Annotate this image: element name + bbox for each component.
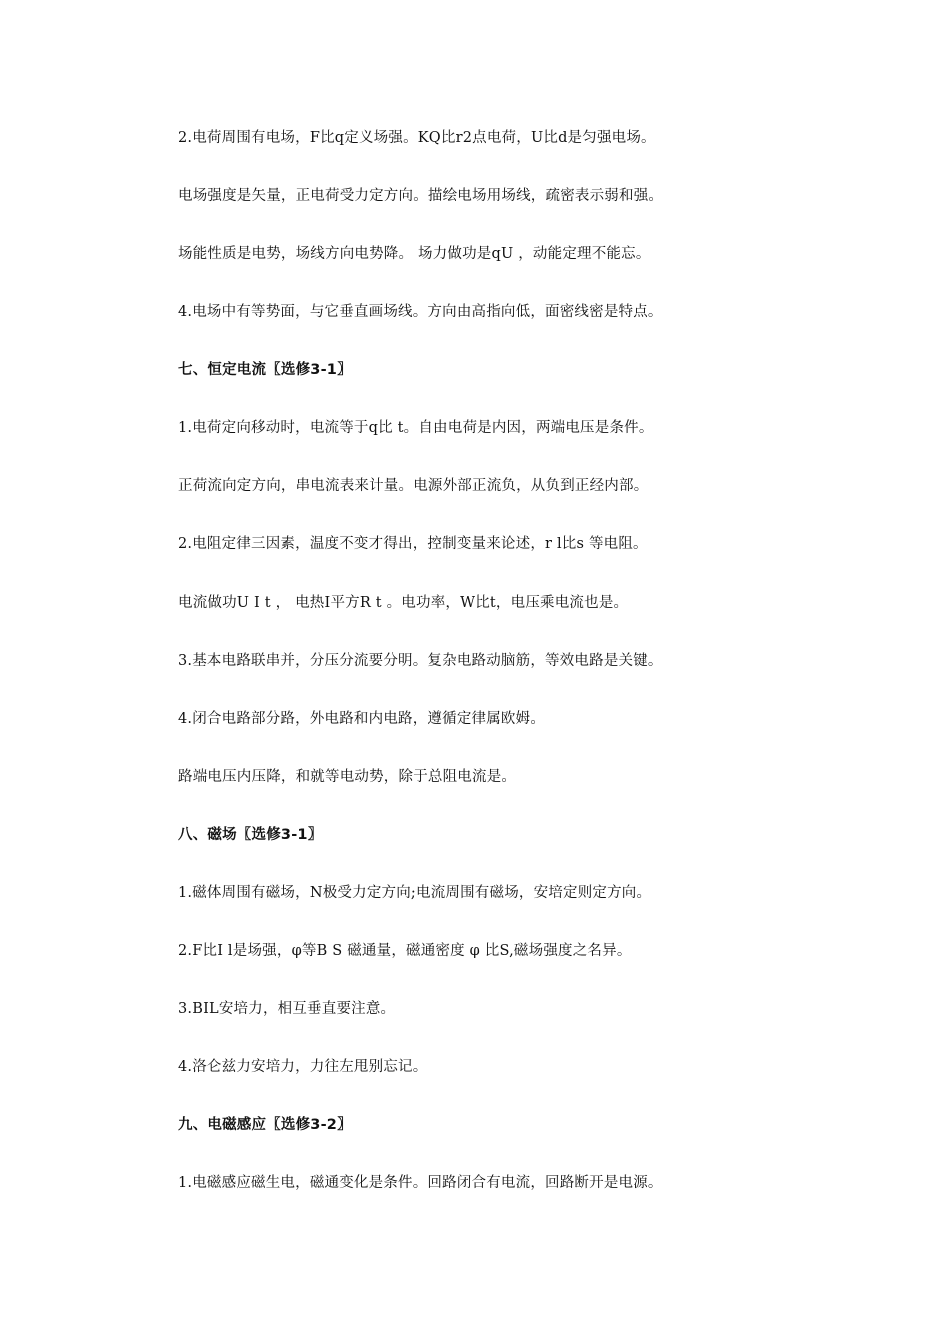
paragraph-line: 1.电磁感应磁生电，磁通变化是条件。回路闭合有电流，回路断开是电源。 bbox=[178, 1175, 663, 1191]
section-heading: 七、恒定电流〖选修3-1〗 bbox=[178, 362, 352, 378]
paragraph-line: 正荷流向定方向，串电流表来计量。电源外部正流负，从负到正经内部。 bbox=[178, 478, 649, 494]
paragraph-line: 电场强度是矢量，正电荷受力定方向。描绘电场用场线，疏密表示弱和强。 bbox=[178, 188, 664, 204]
paragraph-line: 3.BIL安培力，相互垂直要注意。 bbox=[178, 1001, 396, 1017]
section-heading: 九、电磁感应〖选修3-2〗 bbox=[178, 1117, 352, 1133]
paragraph-line: 4.闭合电路部分路，外电路和内电路，遵循定律属欧姆。 bbox=[178, 711, 546, 727]
paragraph-line: 1.磁体周围有磁场，N极受力定方向;电流周围有磁场，安培定则定方向。 bbox=[178, 885, 652, 901]
paragraph-line: 1.电荷定向移动时，电流等于q比 t。自由电荷是内因，两端电压是条件。 bbox=[178, 420, 654, 436]
paragraph-line: 4.电场中有等势面，与它垂直画场线。方向由高指向低，面密线密是特点。 bbox=[178, 304, 663, 320]
paragraph-line: 路端电压内压降，和就等电动势，除于总阻电流是。 bbox=[178, 769, 517, 785]
paragraph-line: 2.电阻定律三因素，温度不变才得出，控制变量来论述，r l比s 等电阻。 bbox=[178, 536, 648, 552]
paragraph-line: 3.基本电路联串并，分压分流要分明。复杂电路动脑筋，等效电路是关键。 bbox=[178, 653, 663, 669]
paragraph-line: 电流做功U I t ， 电热I平方R t 。电功率，W比t，电压乘电流也是。 bbox=[178, 595, 629, 611]
paragraph-line: 场能性质是电势，场线方向电势降。 场力做功是qU ，动能定理不能忘。 bbox=[178, 246, 651, 262]
section-heading: 八、磁场〖选修3-1〗 bbox=[178, 827, 323, 843]
paragraph-line: 2.电荷周围有电场，F比q定义场强。KQ比r2点电荷，U比d是匀强电场。 bbox=[178, 130, 656, 146]
paragraph-line: 2.F比I l是场强，φ等B S 磁通量，磁通密度 φ 比S,磁场强度之名异。 bbox=[178, 943, 632, 959]
paragraph-line: 4.洛仑兹力安培力，力往左甩别忘记。 bbox=[178, 1059, 428, 1075]
